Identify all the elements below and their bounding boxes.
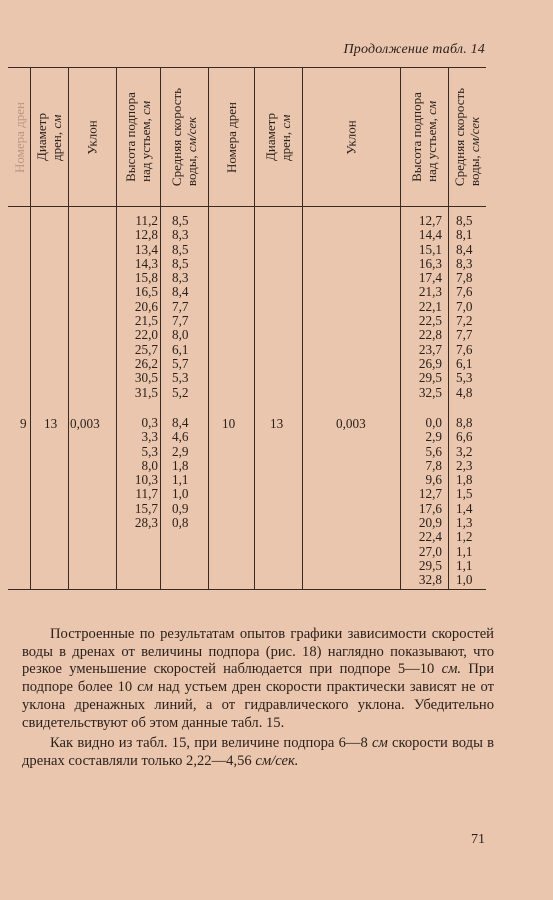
height-cell: 32,8 <box>418 572 442 588</box>
velocity-cell: 1,1 <box>456 557 473 573</box>
velocity-values <box>172 214 188 400</box>
height-cell: 17,6 <box>418 500 442 516</box>
header-mean-velocity: Средняя скорость воды, см/сек <box>169 87 199 187</box>
header-drain-number: Номера дрен <box>223 101 239 173</box>
velocity-cell: 7,7 <box>172 313 189 329</box>
header-drain-number: Номера дрен <box>11 101 27 173</box>
height-cell: 22,8 <box>418 327 442 343</box>
height-cell: 20,9 <box>418 515 442 531</box>
height-cell: 0,0 <box>425 415 442 430</box>
velocity-cell: 7,6 <box>456 284 473 300</box>
velocity-cell: 1,8 <box>172 457 189 473</box>
height-values <box>135 416 158 530</box>
height-cell: 11,7 <box>135 486 158 502</box>
velocity-cell: 8,1 <box>456 227 473 243</box>
velocity-cell: 8,4 <box>172 284 189 300</box>
velocity-cell: 8,5 <box>172 255 189 271</box>
height-cell: 14,3 <box>134 255 158 271</box>
velocity-cell: 8,4 <box>456 241 473 257</box>
velocity-cell: 4,8 <box>456 384 473 400</box>
velocity-values <box>456 214 472 400</box>
height-cell: 31,5 <box>134 384 158 400</box>
height-cell: 3,3 <box>141 429 158 445</box>
velocity-cell: 8,3 <box>172 270 189 286</box>
header-drain-diameter: Диаметр дрен, см <box>34 113 64 161</box>
velocity-cell: 2,3 <box>456 457 473 473</box>
velocity-values <box>456 416 472 588</box>
velocity-cell: 8,0 <box>172 327 189 343</box>
height-cell: 15,1 <box>418 241 442 257</box>
height-cell: 23,7 <box>418 341 442 357</box>
height-cell: 15,8 <box>134 270 158 286</box>
velocity-cell: 8,5 <box>172 213 189 228</box>
paragraph: Построенные по результатам опытов графики зависимости скоростей воды в дренах от величины подпора (рис. 18) наглядно показывают, что резкое уменьшение скоростей наблюдается при подпоре 5—10 см. При подпоре более 10 см над устьем дрен скорости практически зависят не от уклона дренажных линий, а от гидравлического уклона. Убедительно свидетельствуют об этом данные табл. 15. <box>22 626 495 731</box>
height-cell: 7,8 <box>425 457 442 473</box>
height-cell: 8,0 <box>141 457 158 473</box>
velocity-cell: 2,9 <box>172 443 189 459</box>
drain-number-cell: 10 <box>222 416 236 431</box>
height-cell: 9,6 <box>425 472 442 488</box>
velocity-cell: 7,2 <box>456 313 473 329</box>
height-cell: 32,5 <box>418 384 442 400</box>
height-cell: 20,6 <box>134 298 158 314</box>
data-table <box>8 67 486 590</box>
velocity-cell: 3,2 <box>456 443 473 459</box>
height-cell: 2,9 <box>425 429 442 445</box>
velocity-cell: 1,0 <box>456 572 473 588</box>
velocity-cell: 1,8 <box>456 472 473 488</box>
height-cell: 14,4 <box>418 227 442 243</box>
velocity-cell: 8,4 <box>172 415 189 430</box>
height-cell: 15,7 <box>134 500 158 516</box>
height-cell: 30,5 <box>134 370 158 386</box>
height-cell: 29,5 <box>418 370 442 386</box>
bottom-rule <box>8 589 486 590</box>
drain-diameter-cell: 13 <box>270 416 284 431</box>
height-values <box>419 416 442 588</box>
height-cell: 22,1 <box>418 298 442 314</box>
height-cell: 29,5 <box>418 557 442 573</box>
height-cell: 22,5 <box>418 313 442 329</box>
velocity-cell: 0,9 <box>172 500 189 516</box>
velocity-cell: 7,6 <box>456 341 473 357</box>
header-rule <box>8 206 486 207</box>
height-cell: 11,2 <box>135 213 158 228</box>
slope-cell: 0,003 <box>336 416 366 431</box>
body-text <box>22 626 494 774</box>
height-cell: 26,2 <box>134 355 158 371</box>
header-drain-diameter: Диаметр дрен, см <box>263 113 293 161</box>
height-cell: 17,4 <box>418 270 442 286</box>
velocity-cell: 7,7 <box>456 327 473 343</box>
velocity-cell: 7,0 <box>456 298 473 314</box>
height-cell: 0,3 <box>141 415 158 430</box>
paragraph: Как видно из табл. 15, при величине подпора 6—8 см скорости воды в дренах составляли только 2,22—4,56 см/сек. <box>22 735 494 769</box>
velocity-cell: 4,6 <box>172 429 189 445</box>
height-cell: 22,4 <box>418 529 442 545</box>
slope-cell: 0,003 <box>70 416 100 431</box>
velocity-cell: 7,8 <box>456 270 473 286</box>
header-backwater-height: Высота подпора над устьем, см <box>123 92 154 182</box>
velocity-cell: 8,3 <box>172 227 189 243</box>
height-cell: 22,0 <box>134 327 158 343</box>
height-cell: 27,0 <box>418 543 442 559</box>
velocity-cell: 1,0 <box>172 486 189 502</box>
height-values <box>135 214 158 400</box>
velocity-cell: 8,5 <box>172 241 189 257</box>
velocity-cell: 6,1 <box>172 341 189 357</box>
running-head: Продолжение табл. 14 <box>343 42 485 57</box>
velocity-cell: 8,3 <box>456 255 473 271</box>
height-cell: 16,3 <box>418 255 442 271</box>
height-cell: 5,6 <box>425 443 442 459</box>
velocity-cell: 0,8 <box>172 515 189 531</box>
velocity-cell: 1,1 <box>456 543 473 559</box>
height-cell: 28,3 <box>134 515 158 531</box>
velocity-cell: 1,5 <box>456 486 473 502</box>
height-values <box>419 214 442 400</box>
height-cell: 16,5 <box>134 284 158 300</box>
drain-diameter-cell: 13 <box>44 416 58 431</box>
velocity-cell: 8,5 <box>456 213 473 228</box>
drain-number-cell: 9 <box>20 416 27 431</box>
height-cell: 12,7 <box>418 486 442 502</box>
velocity-cell: 5,2 <box>172 384 189 400</box>
velocity-cell: 6,1 <box>456 355 473 371</box>
velocity-cell: 7,7 <box>172 298 189 314</box>
height-cell: 5,3 <box>141 443 158 459</box>
velocity-values <box>172 416 188 530</box>
header-backwater-height: Высота подпора над устьем, см <box>409 92 440 182</box>
height-cell: 26,9 <box>418 355 442 371</box>
height-cell: 13,4 <box>134 241 158 257</box>
velocity-cell: 1,3 <box>456 515 473 531</box>
velocity-cell: 1,4 <box>456 500 473 516</box>
header-slope: Уклон <box>343 119 359 155</box>
velocity-cell: 1,1 <box>172 472 189 488</box>
height-cell: 25,7 <box>134 341 158 357</box>
velocity-cell: 5,3 <box>172 370 189 386</box>
page-number: 71 <box>471 832 485 847</box>
velocity-cell: 1,2 <box>456 529 473 545</box>
height-cell: 10,3 <box>134 472 158 488</box>
velocity-cell: 6,6 <box>456 429 473 445</box>
height-cell: 21,3 <box>418 284 442 300</box>
velocity-cell: 5,7 <box>172 355 189 371</box>
height-cell: 21,5 <box>134 313 158 329</box>
header-mean-velocity: Средняя скорость воды, см/сек <box>452 87 482 187</box>
velocity-cell: 8,8 <box>456 415 473 430</box>
height-cell: 12,7 <box>418 213 442 228</box>
velocity-cell: 5,3 <box>456 370 473 386</box>
header-slope: Уклон <box>84 119 100 155</box>
height-cell: 12,8 <box>134 227 158 243</box>
